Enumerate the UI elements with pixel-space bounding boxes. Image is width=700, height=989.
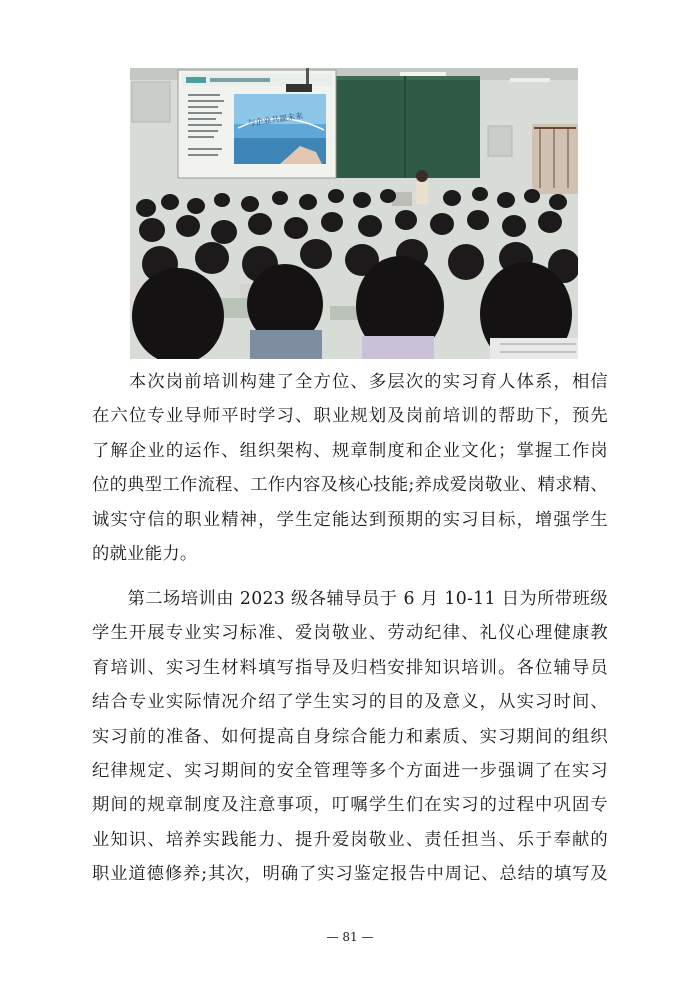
text-line: 期间的规章制度及注意事项，叮嘱学生们在实习的过程中巩固专	[92, 795, 608, 816]
paragraph-training-summary	[92, 365, 608, 571]
text-line: 纪律规定、实习期间的安全管理等多个方面进一步强调了在实习	[92, 760, 608, 781]
text-line: 职业道德修养;其次，明确了实习鉴定报告中周记、总结的填写及	[92, 864, 608, 885]
text-line: 在六位专业导师平时学习、职业规划及岗前培训的帮助下，预先	[92, 406, 608, 427]
text-line: 本次岗前培训构建了全方位、多层次的实习育人体系，相信	[92, 372, 608, 392]
text-line: 学生开展专业实习标准、爱岗敬业、劳动纪律、礼仪心理健康教	[92, 623, 608, 644]
text-line: 了解企业的运作、组织架构、规章制度和企业文化；掌握工作岗	[92, 440, 608, 461]
slide-image-text: 与企业共赢未来	[247, 111, 304, 128]
text-line: 诚实守信的职业精神，学生定能达到预期的实习目标，增强学生	[92, 509, 608, 530]
paragraph-second-training	[92, 582, 608, 892]
page-number: — 81 —	[326, 930, 374, 944]
text-line: 的就业能力。	[92, 543, 198, 564]
text-line: 业知识、培养实践能力、提升爱岗敬业、责任担当、乐于奉献的	[92, 829, 608, 850]
classroom-photo	[130, 68, 578, 359]
text-line: 育培训、实习生材料填写指导及归档安排知识培训。各位辅导员	[92, 657, 608, 678]
text-line: 第二场培训由 2023 级各辅导员于 6 月 10-11 日为所带班级	[92, 589, 608, 609]
text-line: 实习前的准备、如何提高自身综合能力和素质、实习期间的组织	[92, 726, 608, 747]
text-line: 位的典型工作流程、工作内容及核心技能;养成爱岗敬业、精求精、	[92, 475, 608, 496]
text-line: 结合专业实际情况介绍了学生实习的目的及意义，从实习时间、	[92, 692, 608, 713]
